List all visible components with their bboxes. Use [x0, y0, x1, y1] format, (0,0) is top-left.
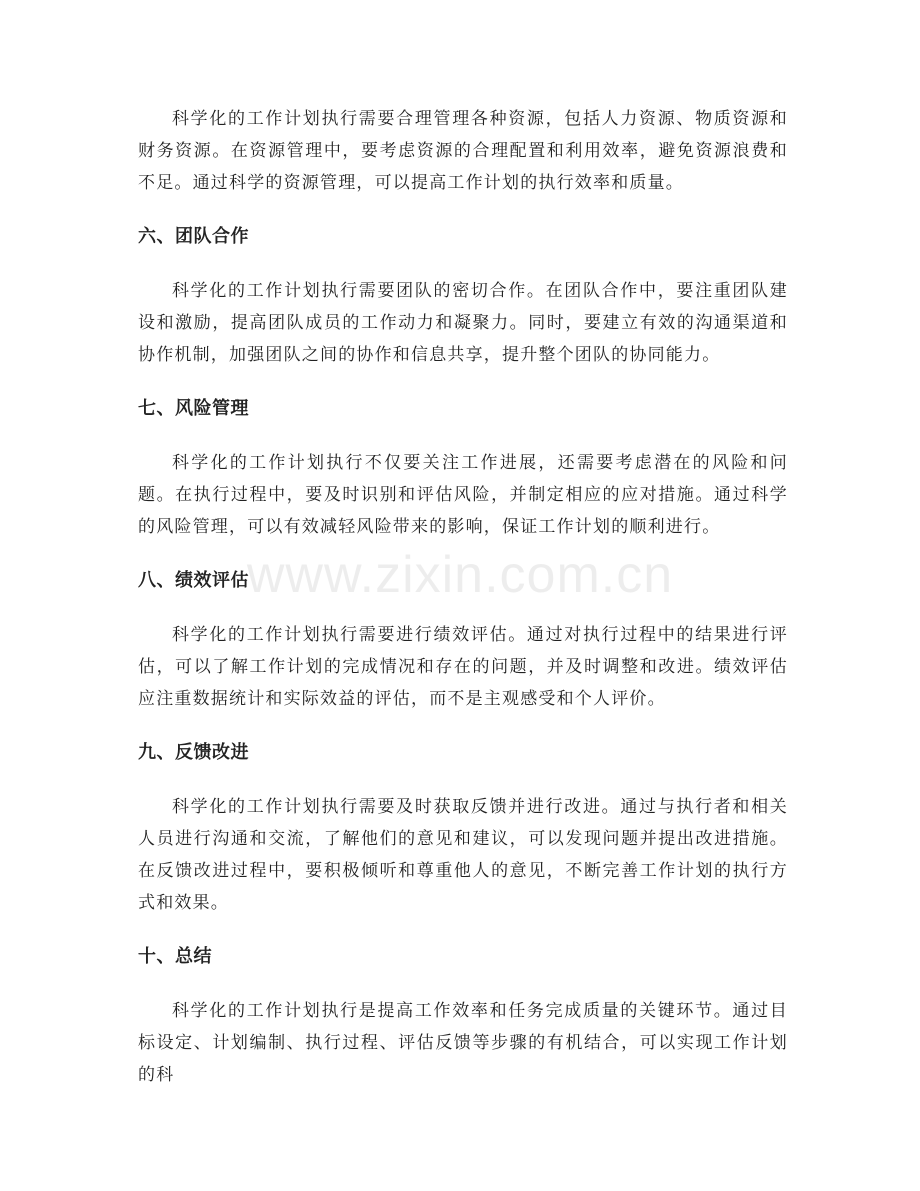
intro-paragraph: 科学化的工作计划执行需要合理管理各种资源，包括人力资源、物质资源和财务资源。在资源管理中，要考虑资源的合理配置和利用效率，避免资源浪费和不足。通过科学的资源管理，可以提高工作计划的执行效率和质量。 — [138, 109, 788, 193]
section-heading-risk: 七、风险管理 — [138, 398, 249, 419]
watermark: www.zixin.com.cn — [246, 546, 674, 604]
section-heading-teamwork: 六、团队合作 — [138, 226, 249, 247]
section-paragraph-feedback: 科学化的工作计划执行需要及时获取反馈并进行改进。通过与执行者和相关人员进行沟通和交流，了解他们的意见和建议，可以发现问题并提出改进措施。在反馈改进过程中，要积极倾听和尊重他人的意见，不断完善工作计划的执行方式和效果。 — [138, 797, 788, 913]
section-heading-performance: 八、绩效评估 — [138, 570, 249, 591]
section-paragraph-teamwork: 科学化的工作计划执行需要团队的密切合作。在团队合作中，要注重团队建设和激励，提高团队成员的工作动力和凝聚力。同时，要建立有效的沟通渠道和协作机制，加强团队之间的协作和信息共享，提升整个团队的协同能力。 — [138, 281, 788, 365]
section-heading-feedback: 九、反馈改进 — [138, 742, 249, 763]
document-body — [138, 103, 788, 1091]
section-paragraph-risk: 科学化的工作计划执行不仅要关注工作进展，还需要考虑潜在的风险和问题。在执行过程中，要及时识别和评估风险，并制定相应的应对措施。通过科学的风险管理，可以有效减轻风险带来的影响，保证工作计划的顺利进行。 — [138, 453, 788, 537]
section-heading-summary: 十、总结 — [138, 946, 212, 967]
section-paragraph-performance: 科学化的工作计划执行需要进行绩效评估。通过对执行过程中的结果进行评估，可以了解工作计划的完成情况和存在的问题，并及时调整和改进。绩效评估应注重数据统计和实际效益的评估，而不是主观感受和个人评价。 — [138, 625, 788, 709]
section-paragraph-summary: 科学化的工作计划执行是提高工作效率和任务完成质量的关键环节。通过目标设定、计划编制、执行过程、评估反馈等步骤的有机结合，可以实现工作计划的科 — [138, 1001, 788, 1085]
